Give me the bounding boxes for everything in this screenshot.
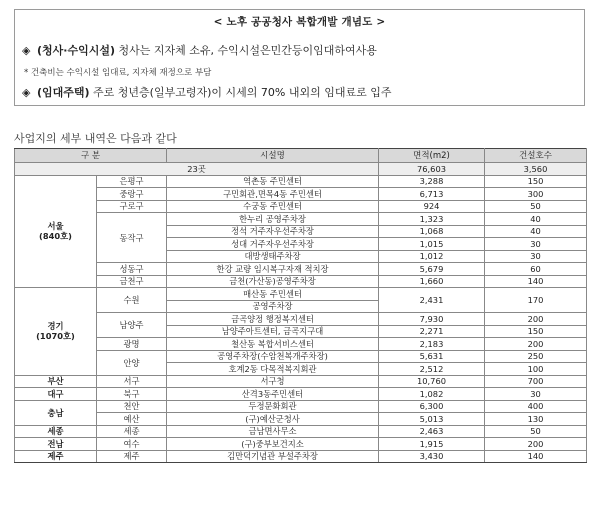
facility-cell: 정석 거주자우선주차장 bbox=[167, 225, 379, 238]
facility-cell: 호계2동 다목적복지회관 bbox=[167, 363, 379, 376]
units-cell: 30 bbox=[485, 388, 587, 401]
concept-line-office bbox=[22, 42, 377, 58]
district-cell: 구로구 bbox=[97, 200, 167, 213]
table-row bbox=[15, 388, 587, 401]
area-cell: 1,068 bbox=[379, 225, 485, 238]
area-cell: 1,323 bbox=[379, 213, 485, 226]
area-cell: 2,431 bbox=[379, 288, 485, 313]
units-cell: 50 bbox=[485, 200, 587, 213]
region-cell bbox=[15, 288, 97, 376]
region-unit-count: (1070호) bbox=[36, 331, 75, 342]
facility-cell: 두정문화회관 bbox=[167, 400, 379, 413]
district-cell: 금천구 bbox=[97, 275, 167, 288]
diamond-bullet-icon: ◈ bbox=[22, 86, 31, 99]
facility-cell: 수궁동 주민센터 bbox=[167, 200, 379, 213]
region-cell bbox=[15, 388, 97, 401]
facility-cell: 매산동 주민센터 bbox=[167, 288, 379, 301]
table-row bbox=[15, 288, 587, 301]
office-text: 청사는 지자체 소유, 수익시설은민간등이임대하여사용 bbox=[115, 44, 377, 57]
district-cell: 남양주 bbox=[97, 313, 167, 338]
district-cell: 예산 bbox=[97, 413, 167, 426]
region-name: 세종 bbox=[47, 426, 64, 437]
total-row bbox=[15, 163, 587, 176]
district-cell: 천안 bbox=[97, 400, 167, 413]
area-cell: 924 bbox=[379, 200, 485, 213]
table-row bbox=[15, 275, 587, 288]
area-cell: 2,271 bbox=[379, 325, 485, 338]
total-area: 76,603 bbox=[379, 163, 485, 176]
area-cell: 1,915 bbox=[379, 438, 485, 451]
table-row bbox=[15, 338, 587, 351]
units-cell: 700 bbox=[485, 375, 587, 388]
facility-cell: (구)예산군청사 bbox=[167, 413, 379, 426]
district-cell: 성동구 bbox=[97, 263, 167, 276]
district-cell: 서구 bbox=[97, 375, 167, 388]
header-units: 건설호수 bbox=[485, 149, 587, 163]
table-row bbox=[15, 350, 587, 363]
total-facility: 23곳 bbox=[15, 163, 379, 176]
area-cell: 1,082 bbox=[379, 388, 485, 401]
district-cell: 광명 bbox=[97, 338, 167, 351]
facility-cell: 성대 거주자우선주차장 bbox=[167, 238, 379, 251]
region-unit-count: (840호) bbox=[39, 231, 72, 242]
table-row bbox=[15, 438, 587, 451]
region-cell bbox=[15, 375, 97, 388]
region-name: 제주 bbox=[47, 451, 64, 462]
area-cell: 1,015 bbox=[379, 238, 485, 251]
district-cell: 동작구 bbox=[97, 213, 167, 263]
area-cell: 5,631 bbox=[379, 350, 485, 363]
area-cell: 6,713 bbox=[379, 188, 485, 201]
units-cell: 60 bbox=[485, 263, 587, 276]
units-cell: 140 bbox=[485, 450, 587, 463]
diamond-bullet-icon: ◈ bbox=[22, 44, 31, 57]
facility-cell: 금천(가산동)공영주차장 bbox=[167, 275, 379, 288]
district-cell: 세종 bbox=[97, 425, 167, 438]
units-cell: 140 bbox=[485, 275, 587, 288]
table-row bbox=[15, 175, 587, 188]
housing-text: 주로 청년층(일부고령자)이 시세의 70% 내외의 임대료로 입주 bbox=[89, 86, 392, 99]
facility-cell: 대방생태주차장 bbox=[167, 250, 379, 263]
district-cell: 수원 bbox=[97, 288, 167, 313]
units-cell: 170 bbox=[485, 288, 587, 313]
project-sites-table bbox=[14, 148, 587, 463]
facility-cell: 산격3동주민센터 bbox=[167, 388, 379, 401]
region-name: 대구 bbox=[47, 388, 64, 399]
area-cell: 2,512 bbox=[379, 363, 485, 376]
area-cell: 3,288 bbox=[379, 175, 485, 188]
region-name: 충남 bbox=[47, 407, 64, 418]
region-cell bbox=[15, 450, 97, 463]
district-cell: 은평구 bbox=[97, 175, 167, 188]
district-cell: 북구 bbox=[97, 388, 167, 401]
table-row bbox=[15, 213, 587, 226]
facility-cell: (구)중부보건지소 bbox=[167, 438, 379, 451]
units-cell: 100 bbox=[485, 363, 587, 376]
facility-cell: 철산동 복합서비스센터 bbox=[167, 338, 379, 351]
table-body bbox=[15, 163, 587, 463]
concept-title: < 노후 공공청사 복합개발 개념도 > bbox=[213, 16, 386, 28]
units-cell: 200 bbox=[485, 438, 587, 451]
table-row bbox=[15, 313, 587, 326]
housing-heading: (임대주택) bbox=[37, 86, 90, 99]
region-cell bbox=[15, 425, 97, 438]
facility-cell: 남양주아트센터, 금곡지구대 bbox=[167, 325, 379, 338]
area-cell: 6,300 bbox=[379, 400, 485, 413]
table-row bbox=[15, 188, 587, 201]
region-cell bbox=[15, 400, 97, 425]
facility-cell: 금남면사무소 bbox=[167, 425, 379, 438]
units-cell: 200 bbox=[485, 313, 587, 326]
area-cell: 10,760 bbox=[379, 375, 485, 388]
area-cell: 1,660 bbox=[379, 275, 485, 288]
units-cell: 130 bbox=[485, 413, 587, 426]
facility-cell: 공영주차장(수암천복개주차장) bbox=[167, 350, 379, 363]
units-cell: 250 bbox=[485, 350, 587, 363]
region-name: 서울 bbox=[47, 221, 64, 232]
table-row bbox=[15, 263, 587, 276]
units-cell: 150 bbox=[485, 325, 587, 338]
table-row bbox=[15, 200, 587, 213]
intro-text: 사업지의 세부 내역은 다음과 같다 bbox=[14, 132, 177, 145]
facility-cell: 구민회관,면목4동 주민센터 bbox=[167, 188, 379, 201]
district-cell: 안양 bbox=[97, 350, 167, 375]
total-units: 3,560 bbox=[485, 163, 587, 176]
table-row bbox=[15, 400, 587, 413]
region-cell bbox=[15, 438, 97, 451]
cost-note: * 건축비는 수익시설 임대료, 지자체 재정으로 부담 bbox=[24, 68, 212, 78]
district-cell: 제주 bbox=[97, 450, 167, 463]
table-row bbox=[15, 413, 587, 426]
units-cell: 40 bbox=[485, 225, 587, 238]
units-cell: 200 bbox=[485, 338, 587, 351]
table-row bbox=[15, 375, 587, 388]
region-cell bbox=[15, 175, 97, 288]
area-cell: 2,183 bbox=[379, 338, 485, 351]
area-cell: 1,012 bbox=[379, 250, 485, 263]
region-name: 경기 bbox=[47, 321, 64, 332]
facility-cell: 한강 교량 임시복구자재 적치장 bbox=[167, 263, 379, 276]
area-cell: 3,430 bbox=[379, 450, 485, 463]
region-name: 부산 bbox=[47, 376, 64, 387]
region-name: 전남 bbox=[47, 438, 64, 449]
facility-cell: 서구청 bbox=[167, 375, 379, 388]
units-cell: 30 bbox=[485, 238, 587, 251]
facility-cell: 공영주차장 bbox=[167, 300, 379, 313]
facility-cell: 금곡양정 행정복지센터 bbox=[167, 313, 379, 326]
area-cell: 7,930 bbox=[379, 313, 485, 326]
units-cell: 30 bbox=[485, 250, 587, 263]
units-cell: 150 bbox=[485, 175, 587, 188]
concept-box bbox=[14, 9, 585, 106]
area-cell: 5,013 bbox=[379, 413, 485, 426]
table-row bbox=[15, 425, 587, 438]
units-cell: 300 bbox=[485, 188, 587, 201]
area-cell: 2,463 bbox=[379, 425, 485, 438]
facility-cell: 한누리 공영주차장 bbox=[167, 213, 379, 226]
units-cell: 400 bbox=[485, 400, 587, 413]
header-area: 면적(m2) bbox=[379, 149, 485, 163]
table-header-row bbox=[15, 149, 587, 163]
facility-cell: 김만덕기념관 부설주차장 bbox=[167, 450, 379, 463]
district-cell: 여수 bbox=[97, 438, 167, 451]
district-cell: 중랑구 bbox=[97, 188, 167, 201]
header-category: 구 분 bbox=[15, 149, 167, 163]
facility-cell: 역촌동 주민센터 bbox=[167, 175, 379, 188]
units-cell: 50 bbox=[485, 425, 587, 438]
units-cell: 40 bbox=[485, 213, 587, 226]
header-facility: 시설명 bbox=[167, 149, 379, 163]
concept-line-housing bbox=[22, 84, 391, 100]
office-heading: (청사·수익시설) bbox=[37, 44, 115, 57]
area-cell: 5,679 bbox=[379, 263, 485, 276]
table-row bbox=[15, 450, 587, 463]
